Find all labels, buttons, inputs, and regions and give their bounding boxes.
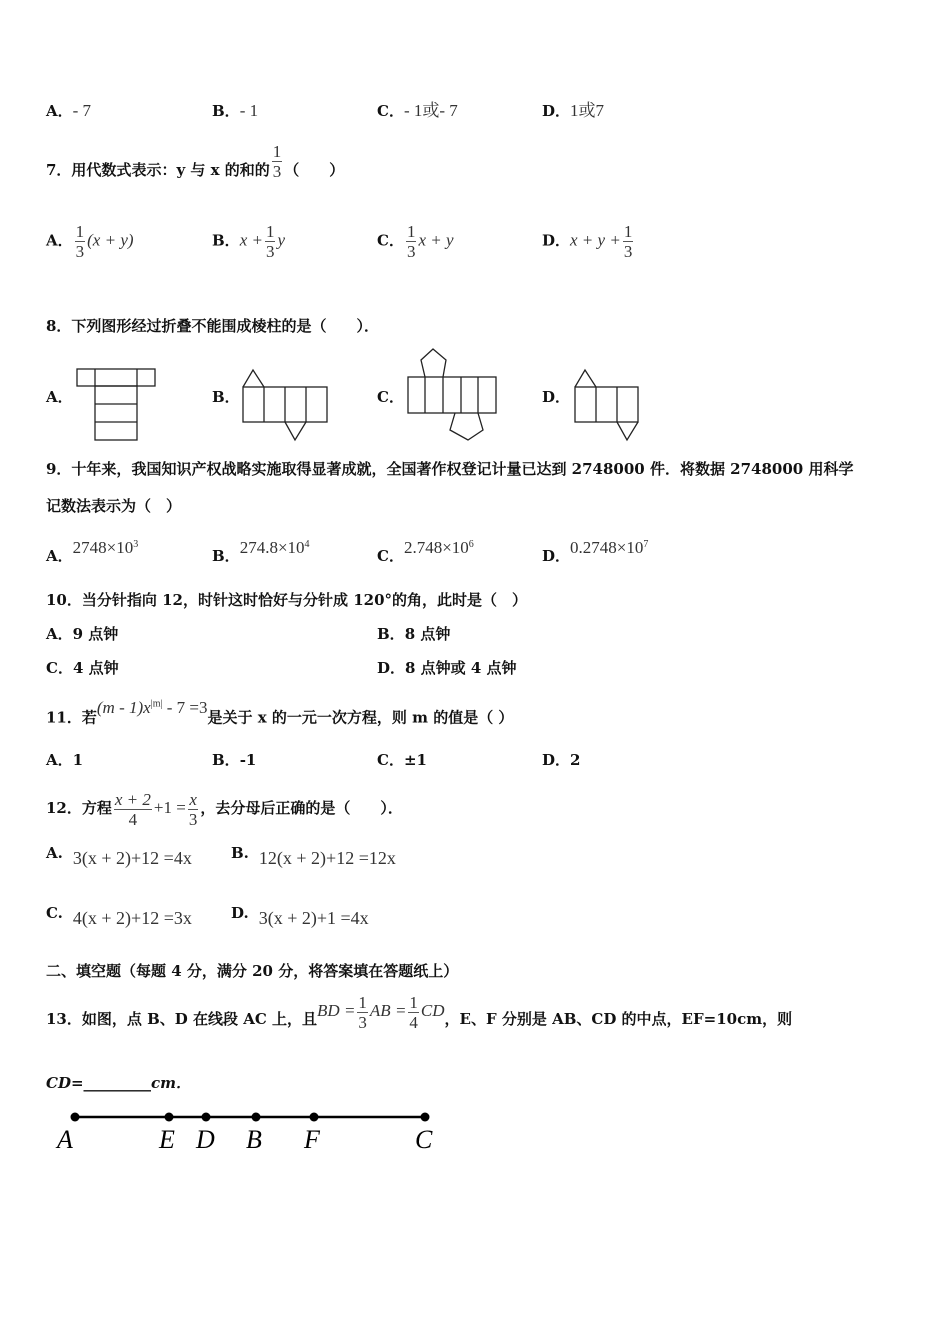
q9-option-d: D．$0.2748\times 10^7$ <box>542 538 649 565</box>
net-a <box>77 369 155 440</box>
q11-option-b: B．-1 <box>212 751 257 769</box>
q8-label-a: A． <box>46 388 73 406</box>
point-a <box>71 1113 80 1122</box>
q6-option-b: B．- 1 <box>212 101 259 120</box>
q12-option-d: D. 3(x + 2)+1 =4x <box>231 904 369 928</box>
q11-option-c: C．±1 <box>377 751 427 769</box>
q12-option-c: C. 4(x + 2)+12 =3x <box>46 904 192 928</box>
point-label-d: D <box>196 1125 215 1154</box>
point-c <box>421 1113 430 1122</box>
q8-label-c: C． <box>377 388 404 406</box>
q10-option-c: C．4 点钟 <box>46 659 119 677</box>
q9-stem-line1: 9．十年来，我国知识产权战略实施取得显著成就，全国著作权登记计量已达到 2748000 件．将数据 2748000 用科学 <box>46 460 854 478</box>
q10-stem: 10．当分针指向 12，时针这时恰好与分针成 120°的角，此时是（ ） <box>46 591 528 609</box>
point-label-b: B <box>246 1125 262 1154</box>
point-label-c: C <box>415 1125 433 1154</box>
q10-option-d: D．8 点钟或 4 点钟 <box>377 659 517 677</box>
q11-stem: 11．若$(m - 1)x^{|m|} - 7 =3$是关于 x 的一元一次方程，则 m 的值是（ ） <box>46 697 514 727</box>
q12-option-a: A. 3(x + 2)+12 =4x <box>46 844 192 868</box>
q6-option-c: C．- 1或- 7 <box>377 101 458 120</box>
q6-option-d: D．1或7 <box>542 101 605 120</box>
q6-option-a: A．- 7 <box>46 101 92 120</box>
q8-stem: 8．下列图形经过折叠不能围成棱柱的是（ ）． <box>46 317 379 335</box>
point-d <box>202 1113 211 1122</box>
point-e <box>165 1113 174 1122</box>
q8-label-d: D． <box>542 388 571 406</box>
q8-label-b: B． <box>212 388 240 406</box>
q12-option-b: B. 12(x + 2)+12 =12x <box>231 844 396 868</box>
q9-option-a: A．$2748\times 10^3$ <box>46 538 139 565</box>
q7-stem: 7．用代数式表示：y 与 x 的和的 $\frac{1}{3}$ （ ） <box>46 141 345 181</box>
q7-option-d: D．x + y + $\frac{1}{3}$ <box>542 222 633 261</box>
point-b <box>252 1113 261 1122</box>
q7-option-c: C． $\frac{1}{3}$ x + y <box>377 222 454 261</box>
q10-option-b: B．8 点钟 <box>377 625 451 643</box>
point-label-a: A <box>57 1125 73 1154</box>
q7-option-a: A． $\frac{1}{3}$ (x + y) <box>46 222 134 261</box>
net-c <box>408 349 496 440</box>
section-heading: 二、填空题（每题 4 分，满分 20 分，将答案填在答题纸上） <box>46 962 459 980</box>
point-f <box>310 1113 319 1122</box>
q13-stem: 13．如图，点 B、D 在线段 AC 上，且BD = $\frac{1}{3}$ AB = $\frac{1}{4}$ CD，E、F 分别是 AB、CD 的中点，EF=10cm，则 <box>46 992 793 1032</box>
q11-option-d: D．2 <box>542 751 581 769</box>
q7-option-b: B．x + $\frac{1}{3}$ y <box>212 222 286 261</box>
q12-stem: 12．方程 $\frac{x + 2}{4}$ +1 = $\frac{x}{3}$ ，去分母后正确的是（ ）． <box>46 789 403 829</box>
q9-stem-line2: 记数法表示为（ ） <box>46 497 182 515</box>
q13-answer-blank: CD=_________cm． <box>46 1074 192 1092</box>
q9-option-b: B．$274.8\times 10^4$ <box>212 538 310 565</box>
segment-diagram <box>40 1100 460 1160</box>
q9-option-c: C．$2.748\times 10^6$ <box>377 538 474 565</box>
point-label-e: E <box>159 1125 175 1154</box>
q10-option-a: A．9 点钟 <box>46 625 119 643</box>
point-label-f: F <box>304 1125 320 1154</box>
prism-net-figures <box>0 340 700 450</box>
net-d <box>575 370 638 440</box>
net-b <box>243 370 327 440</box>
q11-option-a: A．1 <box>46 751 84 769</box>
